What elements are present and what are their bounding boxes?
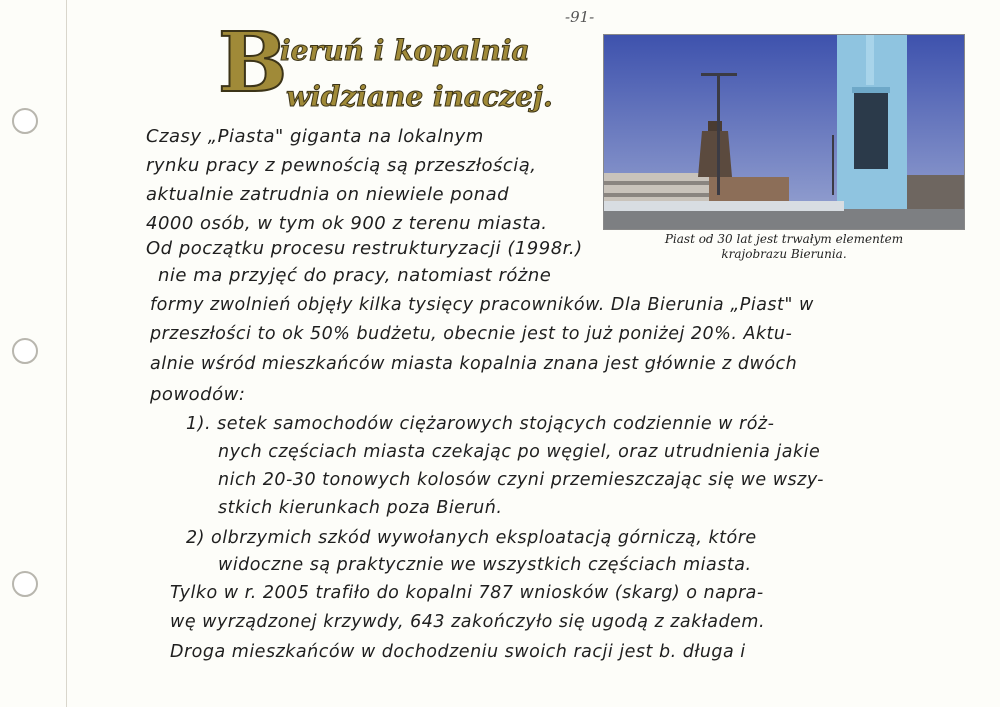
closing-line: Droga mieszkańców w dochodzeniu swoich racji jest b. długa i <box>170 642 746 662</box>
body-line: powodów: <box>150 384 246 405</box>
margin-line <box>66 0 67 707</box>
binder-hole <box>12 108 38 134</box>
binder-hole <box>12 571 38 597</box>
photo-caption <box>604 232 964 262</box>
photo-illustration <box>604 35 964 229</box>
body-line: nie ma przyjęć do pracy, natomiast różne <box>158 265 552 286</box>
mine-shaft-tower-photo <box>603 34 965 230</box>
list-line: nych częściach miasta czekając po węgiel, oraz utrudnienia jakie <box>218 442 821 462</box>
closing-line: wę wyrządzonej krzywdy, 643 zakończyło się ugodą z zakładem. <box>170 612 766 632</box>
body-line: aktualnie zatrudnia on niewiele ponad <box>146 184 510 205</box>
body-line: przeszłości to ok 50% budżetu, obecnie jest to już poniżej 20%. Aktu- <box>150 324 793 344</box>
list-line: 1). setek samochodów ciężarowych stojących codziennie w róż- <box>186 414 775 434</box>
title-line-1: ieruń i kopalnia <box>280 34 530 67</box>
closing-line: Tylko w r. 2005 trafiło do kopalni 787 wniosków (skarg) o napra- <box>170 583 764 603</box>
title-line-2: widziane inaczej. <box>286 80 553 113</box>
list-line: stkich kierunkach poza Bieruń. <box>218 498 503 518</box>
body-line: 4000 osób, w tym ok 900 z terenu miasta. <box>146 213 548 234</box>
body-line: Czasy „Piasta" giganta na lokalnym <box>146 126 484 147</box>
body-line: formy zwolnień objęły kilka tysięcy pracowników. Dla Bierunia „Piast" w <box>150 295 814 315</box>
body-line: Od początku procesu restrukturyzacji (1998r.) <box>146 238 583 259</box>
title-initial: B <box>218 15 288 111</box>
caption-line: krajobrazu Bierunia. <box>721 247 847 261</box>
list-line: nich 20-30 tonowych kolosów czyni przemieszczając się we wszy- <box>218 470 824 490</box>
caption-line: Piast od 30 lat jest trwałym elementem <box>664 232 904 246</box>
page-number: -91- <box>565 8 595 26</box>
list-line: 2) olbrzymich szkód wywołanych eksploatacją górniczą, które <box>186 528 757 548</box>
binder-hole <box>12 338 38 364</box>
body-line: rynku pracy z pewnością są przeszłością, <box>146 155 537 176</box>
list-line: widoczne są praktycznie we wszystkich częściach miasta. <box>218 555 752 575</box>
body-line: alnie wśród mieszkańców miasta kopalnia znana jest głównie z dwóch <box>150 354 798 374</box>
